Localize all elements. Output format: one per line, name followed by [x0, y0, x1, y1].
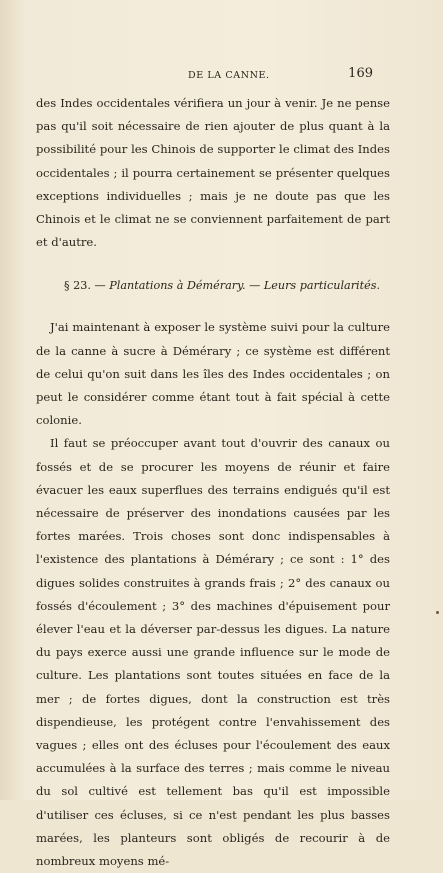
paragraph-continuation: des Indes occidentales vérifiera un jour à venir. Je ne pense pas qu'il soit nécessaire de rien ajouter de plus quant à la possibilité pour les Chinois de supporter le climat des Indes occidentales ; il pourra certainement se présenter quelques exceptions individuelles ; mais je ne doute pas que les Chinois et le climat ne se conviennent parfaitement de part et d'autre.	[36, 96, 390, 250]
page-body	[36, 92, 390, 873]
page-number: 169	[348, 66, 373, 81]
paragraph: Il faut se préoccuper avant tout d'ouvrir des canaux ou fossés et de se procurer les moyens de réunir et faire évacuer les eaux superflues des terrains endigués qu'il est nécessaire de préserver des inondations causées par les fortes marées. Trois choses sont donc indispensables à l'existence des plantations à Démérary ; ce sont : 1° des digues solides construites à grands frais ; 2° des canaux ou fossés d'écoulement ; 3° des machines d'épuisement pour élever l'eau et la déverser par-dessus les digues. La nature du pays exerce aussi une grande influence sur le mode de culture. Les plantations sont toutes situées en face de la mer ; de fortes digues, dont la construction est très dispendieuse, les protégent contre l'envahissement des vagues ; elles ont des écluses pour l'écoulement des eaux accumulées à la surface des terres ; mais comme le niveau du sol cultivé est tellement bas qu'il est impossible d'utiliser ces écluses, si ce n'est pendant les plus basses marées, les planteurs sont obligés de recourir à de nombreux moyens mé-	[36, 436, 390, 869]
section-title: — Plantations à Démérary. — Leurs particularités.	[94, 279, 381, 293]
section-number: § 23.	[64, 279, 91, 293]
running-head: DE LA CANNE.	[188, 70, 270, 81]
paragraph: J'ai maintenant à exposer le système suivi pour la culture de la canne à sucre à Démérary ; ce système est différent de celui qu'on suit dans les îles des Indes occidentales ; on peut le considérer comme étant tout à fait spécial à cette colonie.	[36, 320, 390, 428]
page-header	[0, 66, 443, 86]
section-heading	[36, 276, 390, 296]
paper-speck	[436, 611, 439, 614]
